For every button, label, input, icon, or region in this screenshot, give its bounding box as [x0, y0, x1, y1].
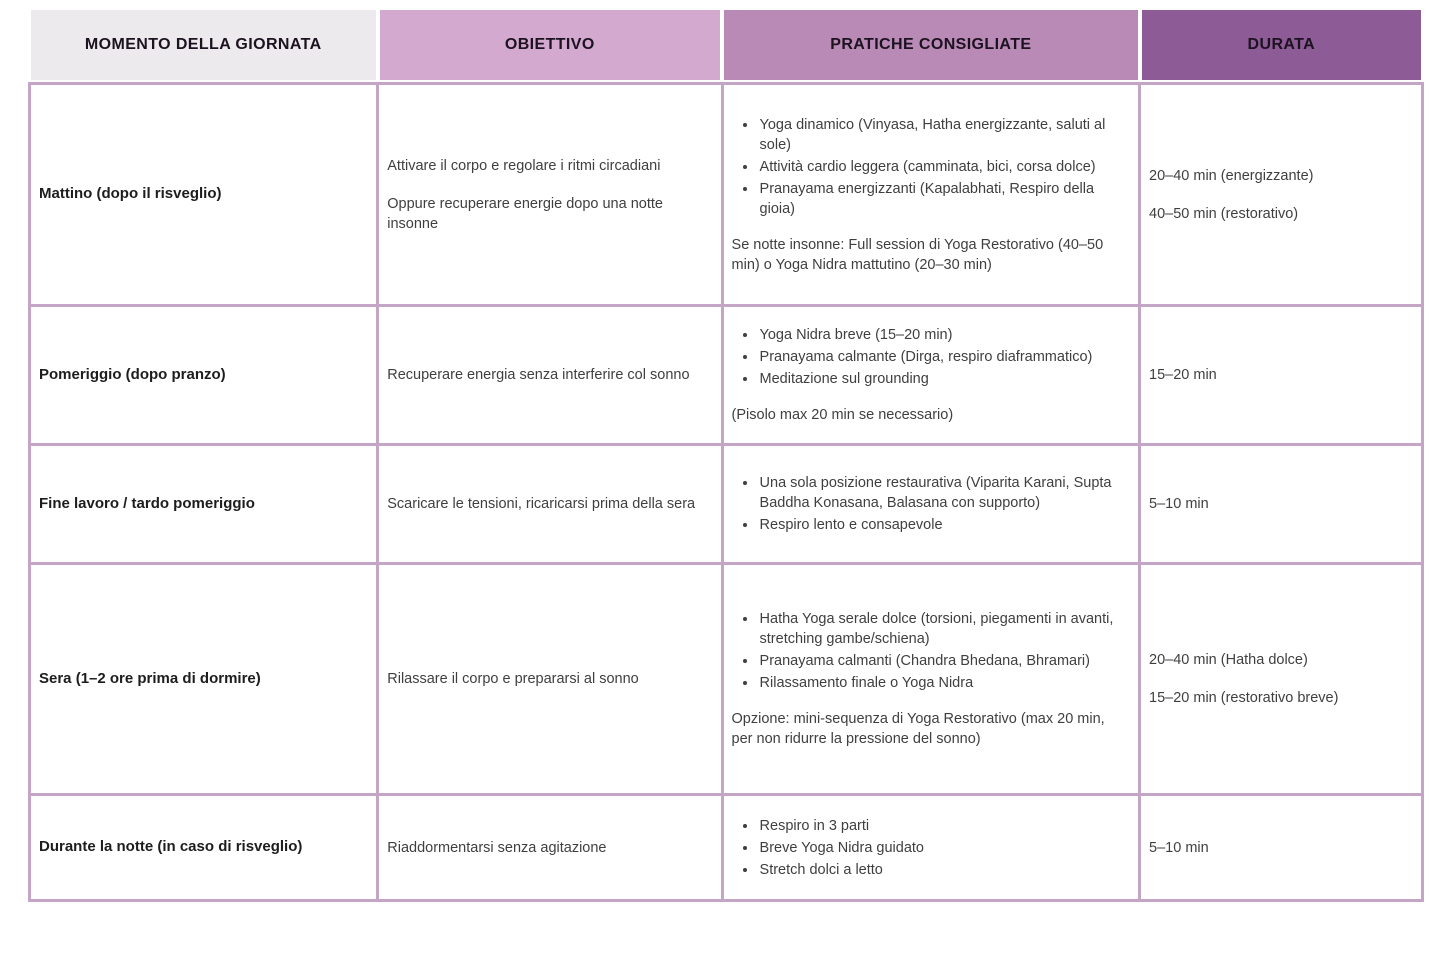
cell-momento — [31, 307, 376, 443]
obiettivo-text: Recuperare energia senza interferire col sonno — [387, 367, 690, 383]
pratiche-bullet: • Una sola posizione restaurativa (Viparita Karani, Supta Baddha Konasana, Balasana con supporto) — [758, 473, 1129, 513]
pratiche-note: Se notte insonne: Full session di Yoga Restorativo (40–50 min) o Yoga Nidra mattutino (20–30 min) — [731, 236, 1104, 273]
obiettivo-text: Scaricare le tensioni, ricaricarsi prima della sera — [387, 496, 696, 512]
pratiche-bullet: • Pranayama calmante (Dirga, respiro diaframmatico) — [758, 347, 1129, 367]
pratiche-bullet: • Respiro in 3 parti — [758, 816, 1129, 836]
cell-obiettivo — [379, 796, 720, 899]
momento-label: Durante la notte (in caso di risveglio) — [39, 838, 303, 856]
durata-text: 5–10 min — [1149, 839, 1209, 856]
durata-text: 20–40 min (Hatha dolce) — [1149, 652, 1308, 668]
durata-text: 15–20 min — [1149, 367, 1217, 383]
pratiche-bullet: • Respiro lento e consapevole — [758, 515, 1129, 535]
obiettivo-text: Riaddormentarsi senza agitazione — [387, 839, 607, 856]
cell-obiettivo — [379, 565, 720, 793]
pratiche-bullet-list — [732, 471, 1129, 537]
cell-pratiche — [724, 796, 1139, 899]
durata-text: 5–10 min — [1149, 496, 1209, 512]
durata-text: 15–20 min (restorativo breve) — [1149, 690, 1339, 706]
cell-pratiche — [724, 307, 1139, 443]
pratiche-bullet-list — [732, 323, 1129, 391]
header-durata: DURATA — [1142, 10, 1421, 80]
cell-pratiche — [724, 85, 1139, 304]
pratiche-bullet-list — [732, 814, 1129, 882]
momento-label: Pomeriggio (dopo pranzo) — [39, 365, 226, 383]
pratiche-bullet: • Hatha Yoga serale dolce (torsioni, piegamenti in avanti, stretching gambe/schiena) — [758, 609, 1129, 649]
pratiche-bullet: • Attività cardio leggera (camminata, bici, corsa dolce) — [758, 157, 1129, 177]
pratiche-note: (Pisolo max 20 min se necessario) — [731, 407, 954, 423]
cell-durata — [1141, 446, 1421, 562]
obiettivo-text: Rilassare il corpo e prepararsi al sonno — [387, 671, 639, 687]
table-body — [28, 82, 1424, 902]
pratiche-bullet: • Rilassamento finale o Yoga Nidra — [758, 673, 1129, 693]
pratiche-bullet: • Pranayama calmanti (Chandra Bhedana, Bhramari) — [758, 651, 1129, 671]
cell-durata — [1141, 85, 1421, 304]
pratiche-bullet: • Stretch dolci a letto — [758, 860, 1129, 880]
pratiche-bullet: • Yoga dinamico (Vinyasa, Hatha energizzante, saluti al sole) — [758, 115, 1129, 155]
cell-momento — [31, 85, 376, 304]
pratiche-bullet-list — [732, 607, 1129, 695]
cell-momento — [31, 446, 376, 562]
momento-label: Sera (1–2 ore prima di dormire) — [39, 669, 261, 687]
pratiche-bullet-list — [732, 113, 1129, 221]
cell-momento — [31, 565, 376, 793]
cell-obiettivo — [379, 446, 720, 562]
durata-text: 40–50 min (restorativo) — [1149, 205, 1299, 222]
pratiche-bullet: • Yoga Nidra breve (15–20 min) — [758, 325, 1129, 345]
header-obiettivo: OBIETTIVO — [380, 10, 721, 80]
cell-durata — [1141, 796, 1421, 899]
pratiche-bullet: • Breve Yoga Nidra guidato — [758, 838, 1129, 858]
cell-durata — [1141, 307, 1421, 443]
durata-text: 20–40 min (energizzante) — [1149, 167, 1314, 184]
table-header-row — [28, 10, 1424, 80]
cell-momento — [31, 796, 376, 899]
header-momento-della-giornata: MOMENTO DELLA GIORNATA — [31, 10, 376, 80]
cell-obiettivo — [379, 85, 720, 304]
momento-label: Fine lavoro / tardo pomeriggio — [39, 494, 255, 512]
momento-label: Mattino (dopo il risveglio) — [39, 185, 222, 203]
obiettivo-text: Attivare il corpo e regolare i ritmi circadiani — [387, 157, 661, 174]
cell-pratiche — [724, 446, 1139, 562]
pratiche-note: Opzione: mini-sequenza di Yoga Restorativo (max 20 min, per non ridurre la pressione del sonno) — [731, 711, 1105, 747]
cell-obiettivo — [379, 307, 720, 443]
cell-durata — [1141, 565, 1421, 793]
cell-pratiche — [724, 565, 1139, 793]
header-pratiche-consigliate: PRATICHE CONSIGLIATE — [724, 10, 1138, 80]
obiettivo-text: Oppure recuperare energie dopo una notte insonne — [387, 195, 663, 232]
pratiche-bullet: • Pranayama energizzanti (Kapalabhati, Respiro della gioia) — [758, 179, 1129, 219]
pratiche-bullet: • Meditazione sul grounding — [758, 369, 1129, 389]
